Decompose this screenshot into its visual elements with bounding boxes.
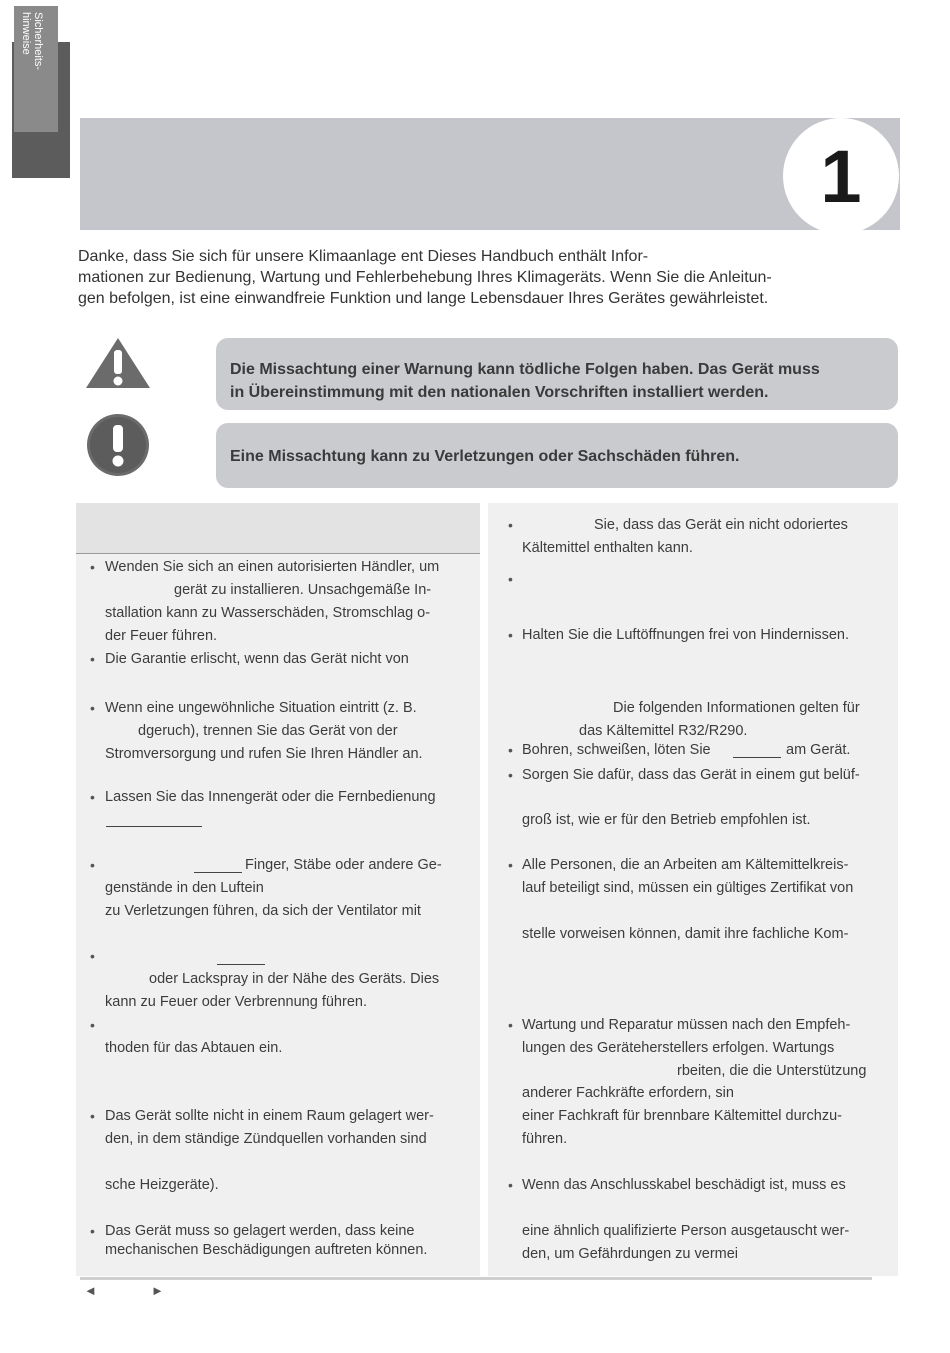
left-text-line: stallation kann zu Wasserschäden, Stromschlag o-	[105, 605, 431, 621]
right-text-line: führen.	[522, 1131, 568, 1147]
left-text-line: Lassen Sie das Innengerät oder die Fernbedienung	[105, 789, 436, 805]
right-text-line: anderer Fachkräfte erfordern, sin	[522, 1085, 734, 1101]
right-text-line: einer Fachkraft für brennbare Kältemittel durchzu-	[522, 1108, 842, 1124]
right-text-line: groß ist, wie er für den Betrieb empfohlen ist.	[522, 812, 811, 828]
right-text-line: Wenn das Anschlusskabel beschädigt ist, muss es	[522, 1177, 846, 1193]
bullet: •	[508, 517, 513, 533]
bullet: •	[90, 948, 95, 964]
bullet: •	[90, 1223, 95, 1239]
right-text-line: Die folgenden Informationen gelten für	[613, 700, 860, 716]
left-text-line: Die Garantie erlischt, wenn das Gerät nicht von	[105, 651, 409, 667]
blank-underline	[733, 757, 781, 758]
side-tab-label: Sicherheits- hinweise	[20, 12, 44, 71]
left-text-line: sche Heizgeräte).	[105, 1177, 219, 1193]
right-text-line: rbeiten, die die Unterstützung	[677, 1063, 867, 1079]
bullet: •	[508, 1177, 513, 1193]
right-text-line: Halten Sie die Luftöffnungen frei von Hindernissen.	[522, 627, 850, 643]
left-text-line: Wenn eine ungewöhnliche Situation eintritt (z. B.	[105, 700, 417, 716]
intro-line: mationen zur Bedienung, Wartung und Fehlerbehebung Ihres Klimageräts. Wenn Sie die Anleitun-	[78, 269, 772, 286]
right-text-line: den, um Gefährdungen zu vermei	[522, 1246, 739, 1262]
chapter-banner	[80, 118, 900, 230]
intro-paragraph	[78, 246, 868, 309]
bullet: •	[508, 627, 513, 643]
bullet: •	[90, 1108, 95, 1124]
left-text-line: dgeruch), trennen Sie das Gerät von der	[138, 723, 398, 739]
right-text-line: lauf beteiligt sind, müssen ein gültiges Zertifikat von	[522, 880, 854, 896]
left-text-line: thoden für das Abtauen ein.	[105, 1040, 283, 1056]
right-text-line: das Kältemittel R32/R290.	[579, 723, 748, 739]
left-text-line: Das Gerät sollte nicht in einem Raum gelagert wer-	[105, 1108, 434, 1124]
warning-text-line: Die Missachtung einer Warnung kann tödliche Folgen haben. Das Gerät muss	[230, 361, 820, 378]
left-column-header	[76, 503, 480, 554]
intro-line: gen befolgen, ist eine einwandfreie Funktion und lange Lebensdauer Ihres Gerätes gewährleistet.	[78, 290, 769, 307]
bullet: •	[90, 1017, 95, 1033]
bullet: •	[90, 789, 95, 805]
right-text-line: Sie, dass das Gerät ein nicht odoriertes	[594, 517, 848, 533]
left-text-line: Finger, Stäbe oder andere Ge-	[245, 857, 442, 873]
right-text-line: Kältemittel enthalten kann.	[522, 540, 693, 556]
bullet: •	[508, 571, 513, 587]
warning-text-line: in Übereinstimmung mit den nationalen Vorschriften installiert werden.	[230, 384, 769, 401]
left-text-line: Stromversorgung und rufen Sie Ihren Händler an.	[105, 746, 423, 762]
left-text-line: kann zu Feuer oder Verbrennung führen.	[105, 994, 367, 1010]
left-text-line: der Feuer führen.	[105, 628, 218, 644]
blank-underline	[194, 872, 242, 873]
warning-notice	[216, 338, 898, 410]
right-text-line: am Gerät.	[786, 742, 851, 758]
caution-circle-icon	[84, 413, 152, 477]
right-text-line: Bohren, schweißen, löten Sie	[522, 742, 711, 758]
left-text-line: Das Gerät muss so gelagert werden, dass keine	[105, 1223, 415, 1239]
bullet: •	[90, 651, 95, 667]
left-text-line: genstände in den Luftein	[105, 880, 264, 896]
bullet: •	[508, 767, 513, 783]
right-text-line: stelle vorweisen können, damit ihre fachliche Kom-	[522, 926, 849, 942]
warning-triangle-icon	[84, 336, 152, 390]
right-text-line: Sorgen Sie dafür, dass das Gerät in einem gut belüf-	[522, 767, 860, 783]
bullet: •	[90, 559, 95, 575]
next-page-icon[interactable]: ►	[151, 1283, 164, 1298]
right-text-line: lungen des Geräteherstellers erfolgen. Wartungs	[522, 1040, 835, 1056]
bullet: •	[508, 742, 513, 758]
bullet: •	[90, 700, 95, 716]
left-text-line: Wenden Sie sich an einen autorisierten Händler, um	[105, 559, 440, 575]
left-text-line: gerät zu installieren. Unsachgemäße In-	[174, 582, 432, 598]
caution-notice	[216, 423, 898, 488]
bullet: •	[90, 857, 95, 873]
left-text-line: mechanischen Beschädigungen auftreten können.	[105, 1242, 428, 1258]
left-text-line: den, in dem ständige Zündquellen vorhanden sind	[105, 1131, 427, 1147]
blank-underline	[106, 826, 202, 827]
chapter-number: 1	[820, 134, 862, 218]
blank-underline	[217, 964, 265, 965]
prev-page-icon[interactable]: ◄	[84, 1283, 97, 1298]
footer-rule	[80, 1277, 872, 1280]
intro-line: Danke, dass Sie sich für unsere Klimaanlage ent Dieses Handbuch enthält Infor-	[78, 248, 649, 265]
right-text-line: Alle Personen, die an Arbeiten am Kältemittelkreis-	[522, 857, 849, 873]
left-text-line: zu Verletzungen führen, da sich der Ventilator mit	[105, 903, 421, 919]
left-text-line: oder Lackspray in der Nähe des Geräts. Dies	[149, 971, 440, 987]
right-text-line: Wartung und Reparatur müssen nach den Empfeh-	[522, 1017, 851, 1033]
caution-text: Eine Missachtung kann zu Verletzungen oder Sachschäden führen.	[230, 448, 740, 465]
right-text-line: eine ähnlich qualifizierte Person ausgetauscht wer-	[522, 1223, 850, 1239]
bullet: •	[508, 857, 513, 873]
bullet: •	[508, 1017, 513, 1033]
